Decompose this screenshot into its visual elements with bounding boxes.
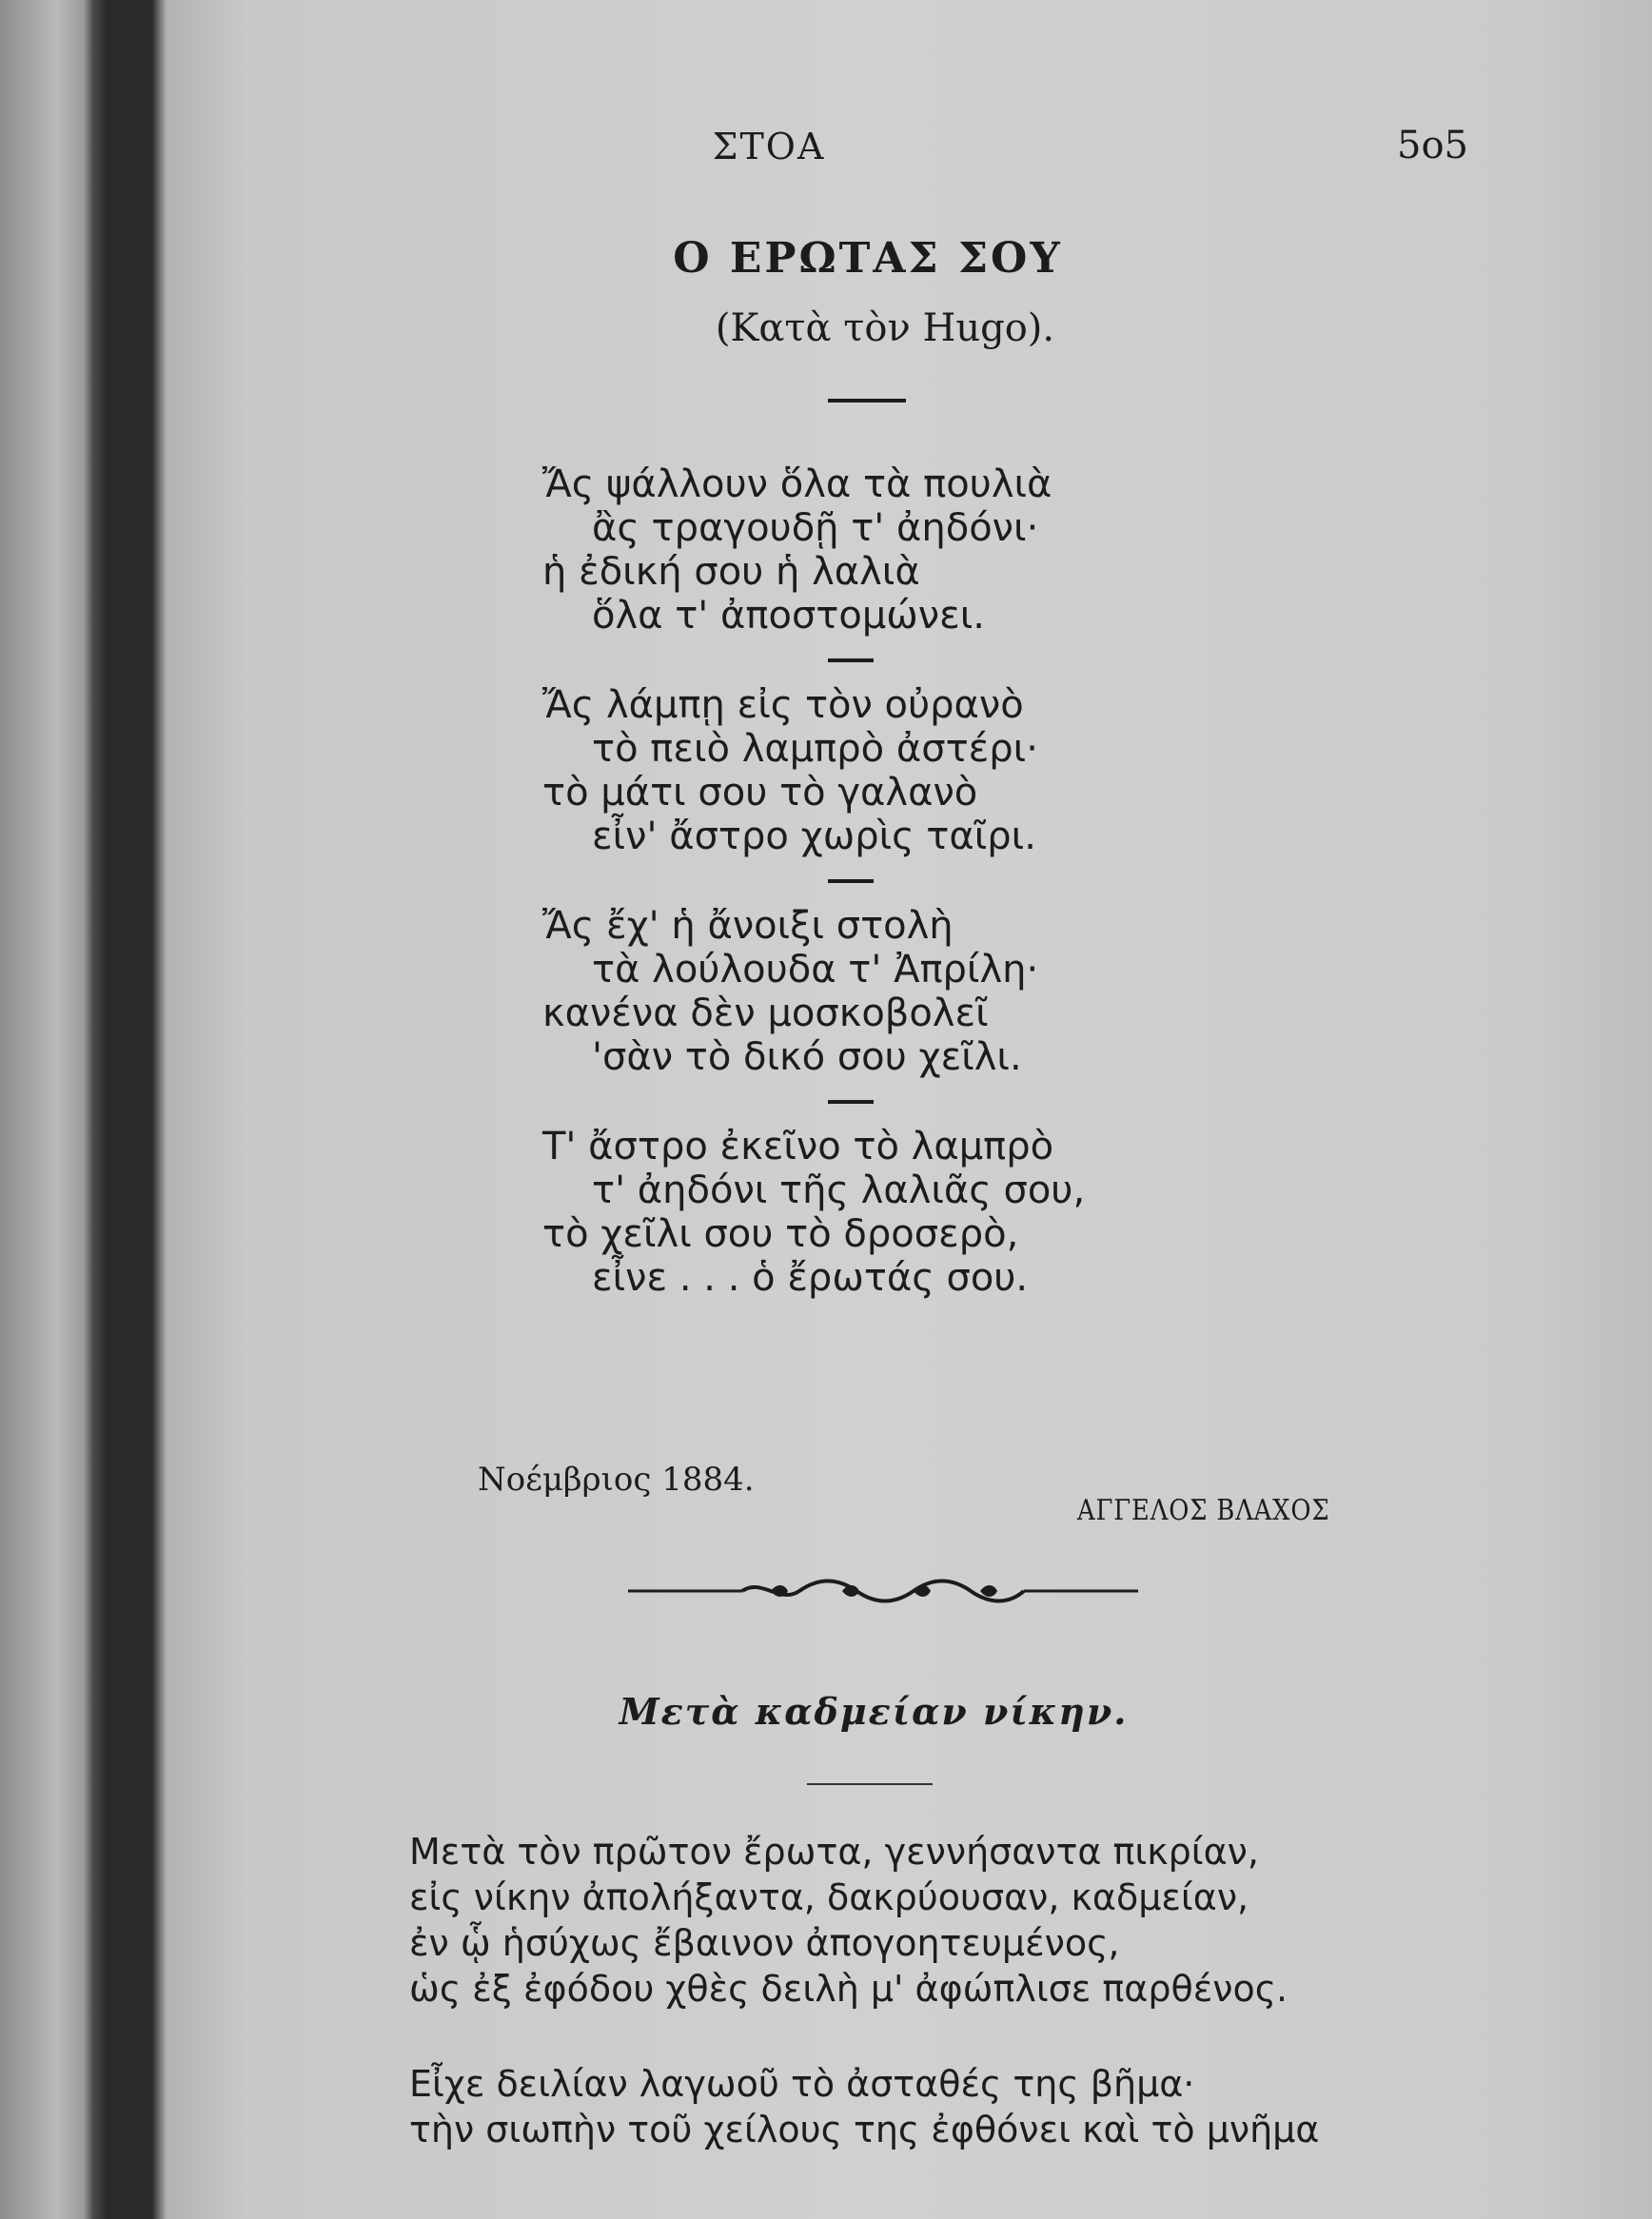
verse-line: τὴν σιωπὴν τοῦ χείλους της ἐφθόνει καὶ τὸ μνῆμα (409, 2109, 1320, 2150)
poem-title-text: Ο ΕΡΩΤΑΣ ΣΟΥ (673, 234, 1063, 283)
verse-line: εἶν' ἄστρο χωρὶς ταῖρι. (592, 815, 1036, 858)
verse-line: Τ' ἄστρο ἐκεῖνο τὸ λαμπρὸ (542, 1125, 1054, 1168)
verse-line: εἰς νίκην ἀπολήξαντα, δακρύουσαν, καδμείαν, (409, 1876, 1249, 1918)
verse-line: ἡ ἐδική σου ἡ λαλιὰ (542, 550, 920, 594)
second-piece-title (0, 1690, 1652, 1733)
verse-line: ὅλα τ' ἀποστομώνει. (592, 594, 986, 638)
stanza-divider (828, 658, 874, 662)
poem-subtitle-text: (Κατὰ τὸν Hugo). (715, 306, 1055, 350)
ornament-divider-icon (628, 1570, 1138, 1612)
verse-line: 'σὰν τὸ δικό σου χεῖλι. (592, 1035, 1022, 1079)
verse-line: εἶνε . . . ὁ ἔρωτάς σου. (592, 1256, 1029, 1300)
verse-line: τὰ λούλουδα τ' Ἀπρίλη· (592, 948, 1039, 992)
stanza-gap (409, 2012, 1475, 2061)
verse-line: ἐν ᾧ ἡσύχως ἔβαινον ἀπογοητευμένος, (409, 1922, 1120, 1964)
second-piece-body (409, 1829, 1475, 2152)
poem-body (542, 462, 1399, 1300)
verse-line: Ἄς ψάλλουν ὅλα τὰ πουλιὰ (542, 462, 1052, 506)
poem-date: Νοέμβριος 1884. (478, 1461, 755, 1499)
verse-line: Εἶχε δειλίαν λαγωοῦ τὸ ἀσταθές της βῆμα· (409, 2063, 1195, 2105)
stanza-3 (542, 904, 1399, 1079)
second-piece-title-text: Μετὰ καδμείαν νίκην. (619, 1690, 1129, 1733)
verse-line: τὸ χεῖλι σου τὸ δροσερὸ, (542, 1212, 1019, 1256)
second-title-divider (807, 1783, 933, 1785)
verse-line: τὸ πειὸ λαμπρὸ ἀστέρι· (592, 727, 1038, 771)
stanza-4 (542, 1125, 1399, 1300)
stanza-1 (542, 462, 1399, 638)
verse-line: ἂς τραγουδῇ τ' ἀηδόνι· (592, 506, 1039, 550)
title-divider (828, 399, 906, 403)
poem-title (0, 234, 1652, 283)
verse-line: κανένα δὲν μοσκοβολεῖ (542, 992, 989, 1035)
verse-line: Μετὰ τὸν πρῶτον ἔρωτα, γεννήσαντα πικρίαν, (409, 1831, 1259, 1873)
verse-line: τὸ μάτι σου τὸ γαλανὸ (542, 771, 978, 815)
page-number: 5o5 (1397, 124, 1468, 167)
verse-line: Ἄς λάμπῃ εἰς τὸν οὐρανὸ (542, 683, 1024, 727)
stanza-2 (542, 683, 1399, 858)
verse-line: Ἄς ἔχ' ἡ ἄνοιξι στολὴ (542, 904, 954, 948)
poem-subtitle (0, 306, 1652, 350)
stanza-divider (828, 1100, 874, 1104)
poem-author: ΑΓΓΕΛΟΣ ΒΛΑΧΟΣ (1077, 1494, 1330, 1527)
running-title: ΣΤΟΑ (712, 126, 826, 167)
stanza-divider (828, 879, 874, 883)
verse-line: τ' ἀηδόνι τῆς λαλιᾶς σου, (592, 1168, 1086, 1212)
verse-line: ὡς ἐξ ἐφόδου χθὲς δειλὴ μ' ἀφώπλισε παρθένος. (409, 1968, 1288, 2010)
